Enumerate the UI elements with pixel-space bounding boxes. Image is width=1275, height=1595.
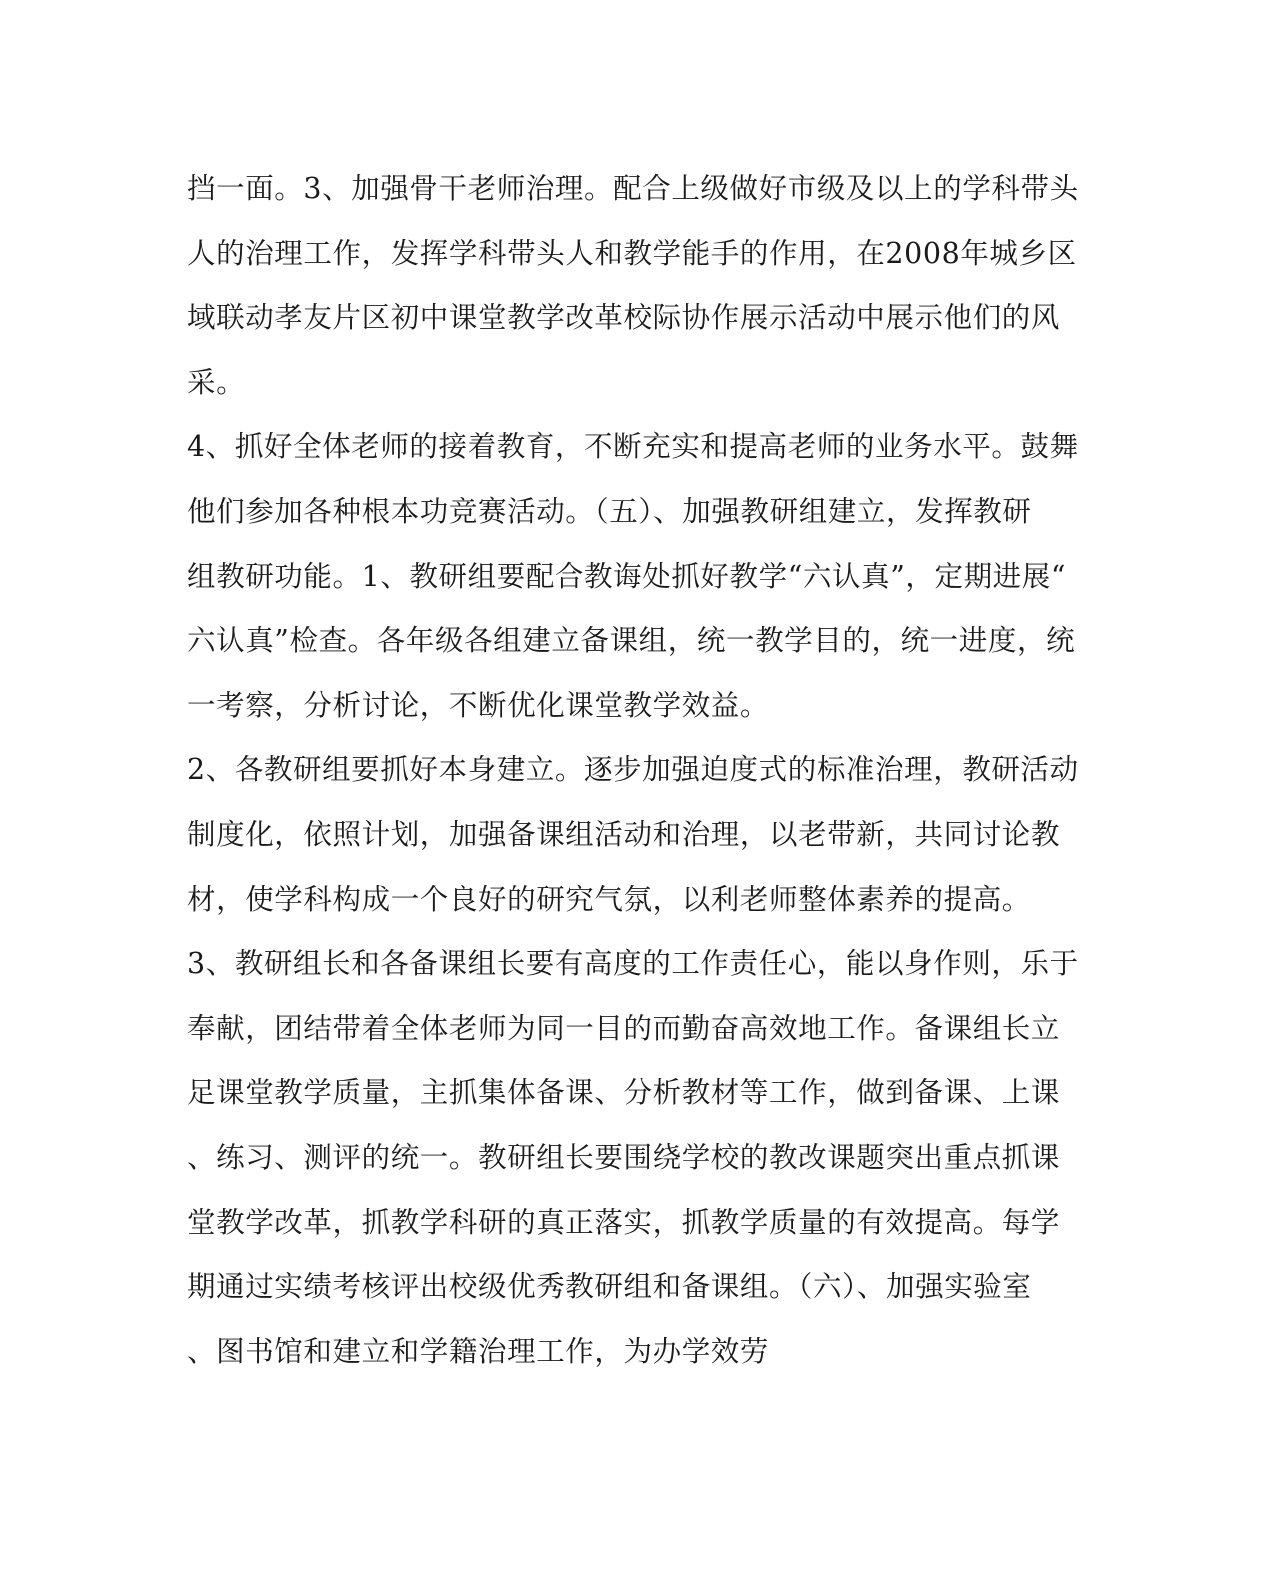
text-line-15: 足课堂教学质量，主抓集体备课、分析教材等工作，做到备课、上课 bbox=[187, 1076, 1061, 1110]
text-line-6: 他们参加各种根本功竞赛活动。（五）、加强教研组建立，发挥教研 bbox=[187, 494, 1032, 528]
text-line-16: 、练习、测评的统一。教研组长要围绕学校的教改课题突出重点抓课 bbox=[187, 1140, 1061, 1174]
text-line-11: 制度化，依照计划，加强备课组活动和治理，以老带新，共同讨论教 bbox=[187, 817, 1061, 851]
text-line-4: 采。 bbox=[187, 365, 246, 399]
text-line-9: 一考察，分析讨论，不断优化课堂教学效益。 bbox=[187, 688, 770, 722]
text-line-12: 材，使学科构成一个良好的研究气氛，以利老师整体素养的提高。 bbox=[187, 882, 1031, 916]
text-line-17: 堂教学改革，抓教学科研的真正落实，抓教学质量的有效提高。每学 bbox=[187, 1205, 1061, 1239]
text-line-18: 期通过实绩考核评出校级优秀教研组和备课组。（六）、加强实验室 bbox=[187, 1270, 1032, 1304]
text-line-2: 人的治理工作，发挥学科带头人和教学能手的作用，在2008年城乡区 bbox=[187, 236, 1077, 270]
text-line-19: 、图书馆和建立和学籍治理工作，为办学效劳 bbox=[187, 1334, 770, 1368]
text-line-10: 2、各教研组要抓好本身建立。逐步加强迫度式的标准治理，教研活动 bbox=[187, 753, 1079, 787]
text-line-5: 4、抓好全体老师的接着教育，不断充实和提高老师的业务水平。鼓舞 bbox=[187, 430, 1079, 464]
text-line-8: 六认真”检查。各年级各组建立备课组，统一教学目的，统一进度，统 bbox=[187, 624, 1076, 658]
body-text bbox=[187, 157, 1087, 1384]
text-line-1: 挡一面。3、加强骨干老师治理。配合上级做好市级及以上的学科带头 bbox=[187, 172, 1079, 205]
text-line-13: 3、教研组长和各备课组长要有高度的工作责任心，能以身作则，乐于 bbox=[187, 947, 1079, 981]
text-line-7: 组教研功能。1、教研组要配合教诲处抓好教学“六认真”，定期进展“ bbox=[187, 559, 1067, 593]
text-line-14: 奉献，团结带着全体老师为同一目的而勤奋高效地工作。备课组长立 bbox=[187, 1011, 1061, 1045]
text-line-3: 域联动孝友片区初中课堂教学改革校际协作展示活动中展示他们的风 bbox=[187, 301, 1061, 335]
